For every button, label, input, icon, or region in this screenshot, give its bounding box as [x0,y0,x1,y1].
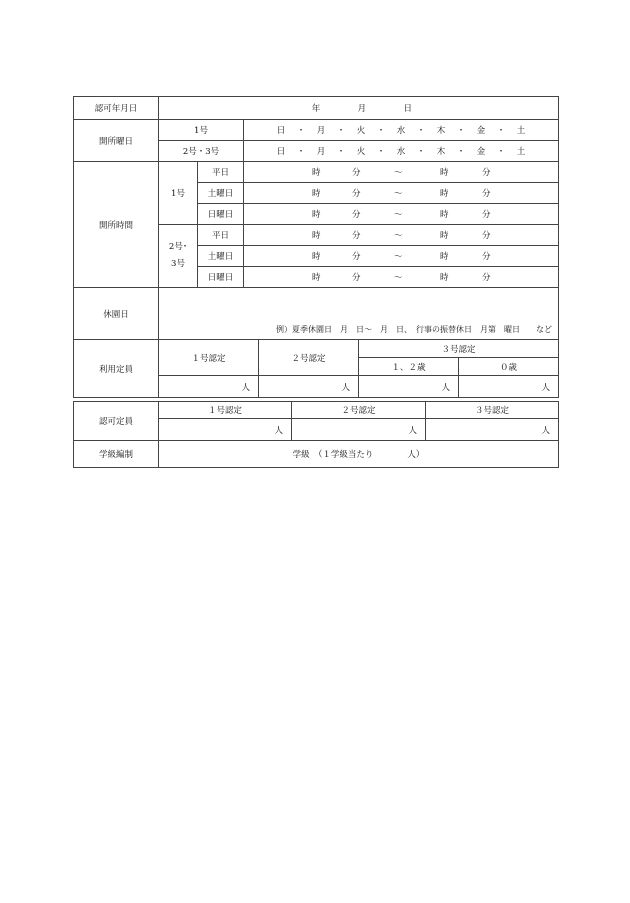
hour-unit: 時 [440,210,449,220]
weekday-item: ・ [416,147,426,157]
person-unit: 人 [408,425,417,436]
weekday-item: 水 [396,126,406,136]
weekday-item: ・ [496,147,506,157]
month-unit: 月 [357,104,367,114]
person-unit: 人 [274,425,283,436]
opening-days-type-1: 1号 [159,120,244,141]
hours-time-field[interactable] [244,183,559,204]
hours-time-field[interactable] [244,246,559,267]
authorized-col2-value[interactable] [292,419,426,441]
capacity-col3-header: ３号認定 [359,340,559,358]
tilde: ～ [394,252,403,262]
hour-unit: 時 [440,189,449,199]
hour-unit: 時 [312,168,321,178]
hours-time-field[interactable] [244,225,559,246]
hour-unit: 時 [312,252,321,262]
person-unit: 人 [441,382,450,393]
authorized-col2-header: ２号認定 [292,402,426,419]
closed-days-example: 例）夏季休園日 月 日～ 月 日、 行事の振替休日 月第 曜日 など [276,325,552,334]
tilde: ～ [394,231,403,241]
capacity-col1-value[interactable] [159,376,259,398]
weekday-item: 土 [516,147,526,157]
weekday-item: 水 [396,147,406,157]
capacity-table [73,339,559,398]
minute-unit: 分 [482,168,491,178]
weekday-item: 日 [276,147,286,157]
weekday-sequence [244,145,558,157]
tilde: ～ [394,189,403,199]
tilde: ～ [394,168,403,178]
person-unit: 人 [541,425,550,436]
hour-unit: 時 [440,273,449,283]
hours-time-field[interactable] [244,162,559,183]
approval-date-field[interactable] [159,97,559,120]
authorized-capacity-label: 認可定員 [74,402,159,441]
time-range [244,162,558,182]
minute-unit: 分 [352,168,361,178]
capacity-col3a-value[interactable] [359,376,459,398]
minute-unit: 分 [482,273,491,283]
authorized-col1-value[interactable] [159,419,292,441]
capacity-col2-header: ２号認定 [259,340,359,376]
hour-unit: 時 [440,252,449,262]
class-organization-text: 学級 （１学級当たり 人） [292,450,425,460]
hour-unit: 時 [440,231,449,241]
weekday-item: 金 [476,126,486,136]
capacity-col1-header: １号認定 [159,340,259,376]
class-organization-field[interactable] [159,441,559,468]
closed-days-field[interactable] [159,288,559,340]
day-unit: 日 [403,104,413,114]
minute-unit: 分 [352,252,361,262]
minute-unit: 分 [352,273,361,283]
capacity-col2-value[interactable] [259,376,359,398]
closed-days-table [73,287,559,340]
time-range [244,204,558,224]
facility-form [73,96,558,468]
weekday-item: ・ [456,126,466,136]
authorized-col1-header: １号認定 [159,402,292,419]
person-unit: 人 [241,382,250,393]
time-range [244,246,558,266]
weekday-item: 月 [316,147,326,157]
hours-row-label: 平日 [198,162,244,183]
capacity-col3b-value[interactable] [459,376,559,398]
hours-type-2-line1: 2号･ [168,242,188,252]
weekday-item: ・ [336,126,346,136]
person-unit: 人 [541,382,551,393]
weekday-item: 木 [436,126,446,136]
weekday-sequence [244,124,558,136]
year-unit: 年 [311,104,321,114]
authorized-col3-value[interactable] [426,419,559,441]
weekday-item: 金 [476,147,486,157]
hour-unit: 時 [312,231,321,241]
capacity-col3b-header: ０歳 [459,358,559,376]
approval-date-label: 認可年月日 [74,97,159,120]
weekday-item: ・ [416,126,426,136]
tilde: ～ [394,273,403,283]
hours-type-1: 1号 [159,162,198,225]
hour-unit: 時 [312,273,321,283]
person-unit: 人 [341,382,350,393]
minute-unit: 分 [352,231,361,241]
hour-unit: 時 [312,189,321,199]
class-organization-label: 学級編制 [74,441,159,468]
weekday-item: ・ [456,147,466,157]
time-range [244,267,558,287]
hours-row-label: 日曜日 [198,267,244,288]
weekday-item: 木 [436,147,446,157]
closed-days-label: 休園日 [74,288,159,340]
weekday-item: ・ [496,126,506,136]
hours-row-label: 土曜日 [198,246,244,267]
hours-row-label: 日曜日 [198,204,244,225]
hours-row-label: 平日 [198,225,244,246]
opening-hours-table [73,161,559,288]
authorized-capacity-table [73,401,559,441]
minute-unit: 分 [352,189,361,199]
tilde: ～ [394,210,403,220]
weekday-item: 土 [516,126,526,136]
minute-unit: 分 [482,252,491,262]
minute-unit: 分 [482,231,491,241]
weekday-item: 火 [356,126,366,136]
hours-row-label: 土曜日 [198,183,244,204]
time-range [244,183,558,203]
opening-days-row-1[interactable] [244,120,559,141]
weekday-item: ・ [296,147,306,157]
minute-unit: 分 [482,189,491,199]
approval-date-table [73,96,559,120]
weekday-item: 日 [276,126,286,136]
weekday-item: 火 [356,147,366,157]
hours-type-2 [159,225,198,288]
minute-unit: 分 [482,210,491,220]
hour-unit: 時 [312,210,321,220]
hours-type-2-line2: 3号 [171,259,185,269]
hours-time-field[interactable] [244,204,559,225]
hour-unit: 時 [440,168,449,178]
weekday-item: ・ [336,147,346,157]
time-range [244,225,558,245]
hours-time-field[interactable] [244,267,559,288]
opening-days-table [73,119,559,162]
minute-unit: 分 [352,210,361,220]
opening-hours-label: 開所時間 [74,162,159,288]
weekday-item: ・ [376,147,386,157]
weekday-item: ・ [376,126,386,136]
class-organization-table [73,440,559,468]
capacity-col3a-header: １、２歳 [359,358,459,376]
authorized-col3-header: ３号認定 [426,402,559,419]
capacity-label: 利用定員 [74,340,159,398]
opening-days-row-2[interactable] [244,141,559,162]
opening-days-label: 開所曜日 [74,120,159,162]
weekday-item: 月 [316,126,326,136]
opening-days-type-2: 2号・3号 [159,141,244,162]
weekday-item: ・ [296,126,306,136]
